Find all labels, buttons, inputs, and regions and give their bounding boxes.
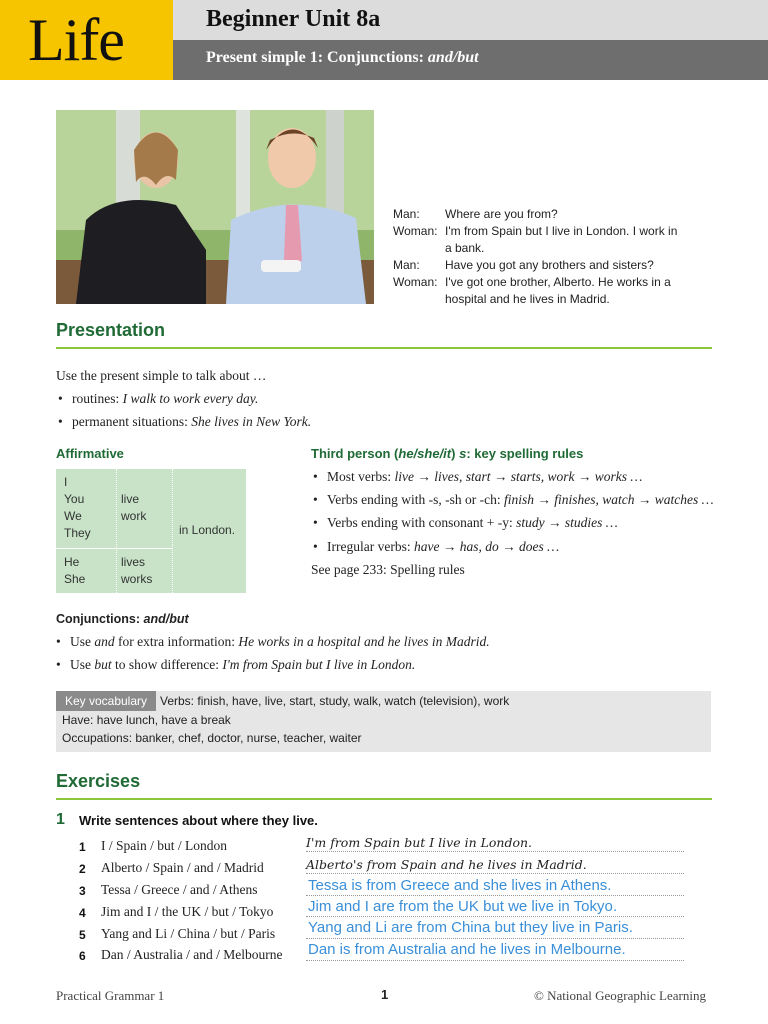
item-prompt: Tessa / Greece / and / Athens	[101, 882, 258, 897]
vocab-line: Have: have lunch, have a break	[62, 713, 231, 727]
table-cell: You	[64, 492, 85, 506]
table-cell: work	[121, 509, 147, 523]
exercises-heading: Exercises	[56, 771, 141, 791]
third-person-heading: Third person (he/she/it) s: key spelling rules	[311, 446, 584, 461]
table-cell: They	[64, 526, 91, 540]
presentation-intro: Use the present simple to talk about …	[56, 368, 267, 383]
answer-field[interactable]: Tessa is from Greece and she lives in Athens.	[308, 877, 612, 894]
conjunction-rule: • Use but to show difference: I'm from Spain but I live in London.	[70, 657, 415, 673]
page-number: 1	[381, 987, 389, 1002]
vocab-line: Occupations: banker, chef, doctor, nurse, teacher, waiter	[62, 731, 362, 745]
photo-illustration	[56, 110, 374, 304]
footer-book-title: Practical Grammar 1	[56, 988, 165, 1003]
exercise-number: 1	[56, 811, 65, 828]
presentation-heading: Presentation	[56, 320, 166, 340]
item-prompt: Jim and I / the UK / but / Tokyo	[101, 904, 274, 919]
dialogue-speaker: Woman:	[393, 224, 438, 238]
section-divider	[56, 798, 712, 800]
item-prompt: Alberto / Spain / and / Madrid	[101, 860, 264, 875]
item-number: 2	[79, 862, 86, 876]
table-cell: live	[121, 492, 140, 506]
dialogue-text: I've got one brother, Alberto. He works in a hospital and he lives in Madrid.	[445, 275, 671, 306]
item-number: 6	[79, 949, 86, 963]
spelling-rule: • Verbs ending with -s, -sh or -ch: finish → finishes, watch → watches …	[327, 492, 714, 508]
conjunction-rule: • Use and for extra information: He works in a hospital and he lives in Madrid.	[70, 634, 490, 650]
table-cell: She	[64, 572, 86, 586]
table-cell: He	[64, 555, 80, 569]
table-cell: We	[64, 509, 82, 523]
section-divider	[56, 347, 712, 349]
item-number: 3	[79, 884, 86, 898]
affirmative-table	[56, 469, 246, 593]
table-divider	[116, 469, 117, 593]
answer-line	[306, 895, 684, 896]
answer-field[interactable]: Yang and Li are from China but they live in Paris.	[308, 919, 633, 936]
vocab-line: Verbs: finish, have, live, start, study, walk, watch (television), work	[160, 694, 510, 708]
answer-line	[306, 916, 684, 917]
spelling-rule: • Most verbs: live → lives, start → starts, work → works …	[327, 469, 642, 485]
life-logo: Life	[28, 7, 124, 73]
table-cell: lives	[121, 555, 146, 569]
page-title: Beginner Unit 8a	[206, 6, 381, 32]
spelling-rule: • Irregular verbs: have → has, do → does …	[327, 539, 559, 555]
presentation-bullet: • permanent situations: She lives in New York.	[72, 414, 311, 430]
key-vocabulary-tag: Key vocabulary	[56, 691, 156, 711]
see-page-note: See page 233: Spelling rules	[311, 562, 465, 577]
exercise-instruction: Write sentences about where they live.	[79, 813, 318, 828]
presentation-bullet: • routines: I walk to work every day.	[72, 391, 258, 407]
table-divider	[172, 469, 173, 593]
answer-line	[306, 873, 684, 874]
dialogue-speaker: Man:	[393, 207, 420, 221]
dialogue-speaker: Woman:	[393, 275, 438, 289]
dialogue-text: I'm from Spain but I live in London. I work in a bank.	[445, 224, 678, 255]
item-number: 1	[79, 840, 86, 854]
affirmative-heading: Affirmative	[56, 446, 124, 461]
conjunctions-heading: Conjunctions: and/but	[56, 612, 189, 626]
answer-line	[306, 960, 684, 961]
answer-field[interactable]: Alberto's from Spain and he lives in Madrid.	[306, 857, 587, 872]
answer-line	[306, 938, 684, 939]
dialogue-speaker: Man:	[393, 258, 420, 272]
conversation-photo	[56, 110, 374, 304]
answer-line	[306, 851, 684, 852]
answer-field[interactable]: I'm from Spain but I live in London.	[306, 835, 533, 850]
item-number: 5	[79, 928, 86, 942]
item-prompt: Dan / Australia / and / Melbourne	[101, 947, 283, 962]
table-cell: I	[64, 475, 68, 489]
item-prompt: I / Spain / but / London	[101, 838, 227, 853]
answer-field[interactable]: Dan is from Australia and he lives in Melbourne.	[308, 941, 626, 958]
answer-field[interactable]: Jim and I are from the UK but we live in Tokyo.	[308, 898, 618, 915]
page-subtitle: Present simple 1: Conjunctions: and/but	[206, 49, 479, 66]
item-prompt: Yang and Li / China / but / Paris	[101, 926, 276, 941]
dialogue-text: Where are you from?	[445, 207, 558, 221]
item-number: 4	[79, 906, 86, 920]
table-cell: works	[121, 572, 153, 586]
footer-copyright: © National Geographic Learning	[534, 988, 706, 1003]
table-divider	[56, 548, 172, 549]
table-cell: in London.	[179, 523, 236, 537]
dialogue-text: Have you got any brothers and sisters?	[445, 258, 654, 272]
spelling-rule: • Verbs ending with consonant + -y: study → studies …	[327, 515, 618, 531]
